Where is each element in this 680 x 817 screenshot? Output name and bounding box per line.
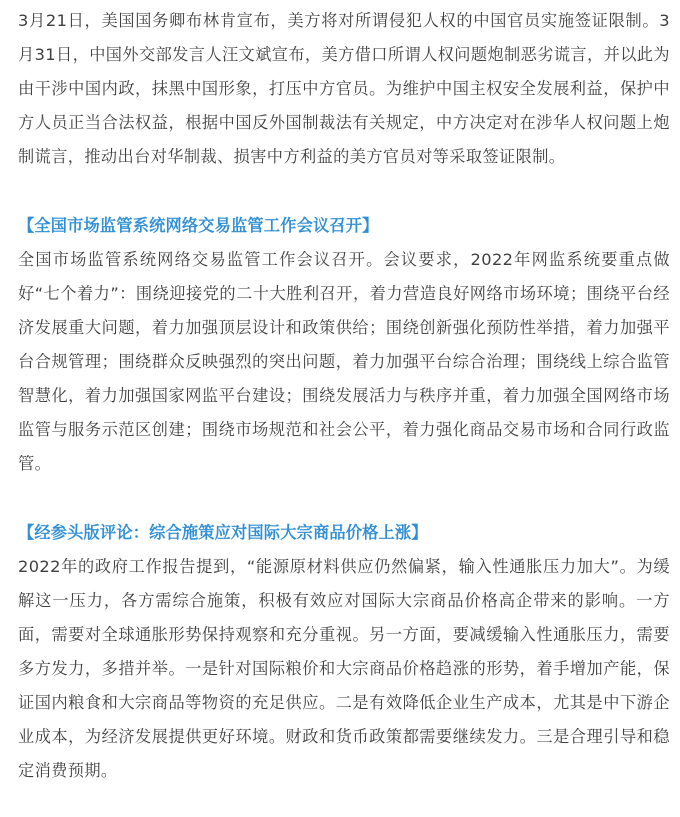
paragraph-online-trade-meeting: 全国市场监管系统网络交易监管工作会议召开。会议要求，2022年网监系统要重点做好“七个着力”：围绕迎接党的二十大胜利召开，着力营造良好网络市场环境；围绕平台经济发展重大问题，着力加强顶层设计和政策供给；围绕创新强化预防性举措，着力加强平台合规管理；围绕群众反映强烈的突出问题，着力加强平台综合治理；围绕线上综合监管智慧化，着力加强国家网监平台建设；围绕发展活力与秩序并重，着力加强全国网络市场监管与服务示范区创建；围绕市场规范和社会公平，着力强化商品交易市场和合同行政监管。 [18, 250, 670, 473]
article-body [18, 0, 670, 788]
paragraph-visa-restriction: 3月21日，美国国务卿布林肯宣布，美方将对所谓侵犯人权的中国官员实施签证限制。3月31日，中国外交部发言人汪文斌宣布，美方借口所谓人权问题炮制恶劣谎言，并以此为由干涉中国内政，抹黑中国形象，打压中方官员。为维护中国主权安全发展利益，保护中方人员正当合法权益，根据中国反外国制裁法有关规定，中方决定对在涉华人权问题上炮制谎言，推动出台对华制裁、损害中方利益的美方官员对等采取签证限制。 [18, 11, 670, 166]
paragraph-commodity-price-commentary: 2022年的政府工作报告提到，“能源原材料供应仍然偏紧，输入性通胀压力加大”。为缓解这一压力，各方需综合施策，积极有效应对国际大宗商品价格高企带来的影响。一方面，需要对全球通胀形势保持观察和充分重视。另一方面，要减缓输入性通胀压力，需要多方发力，多措并举。一是针对国际粮价和大宗商品价格趋涨的形势，着手增加产能，保证国内粮食和大宗商品等物资的充足供应。二是有效降低企业生产成本，尤其是中下游企业成本，为经济发展提供更好环境。财政和货币政策都需要继续发力。三是合理引导和稳定消费预期。 [18, 557, 670, 780]
section-heading-online-trade-meeting: 【全国市场监管系统网络交易监管工作会议召开】 [18, 216, 379, 235]
section-heading-commodity-price-commentary: 【经参头版评论：综合施策应对国际大宗商品价格上涨】 [18, 523, 428, 542]
